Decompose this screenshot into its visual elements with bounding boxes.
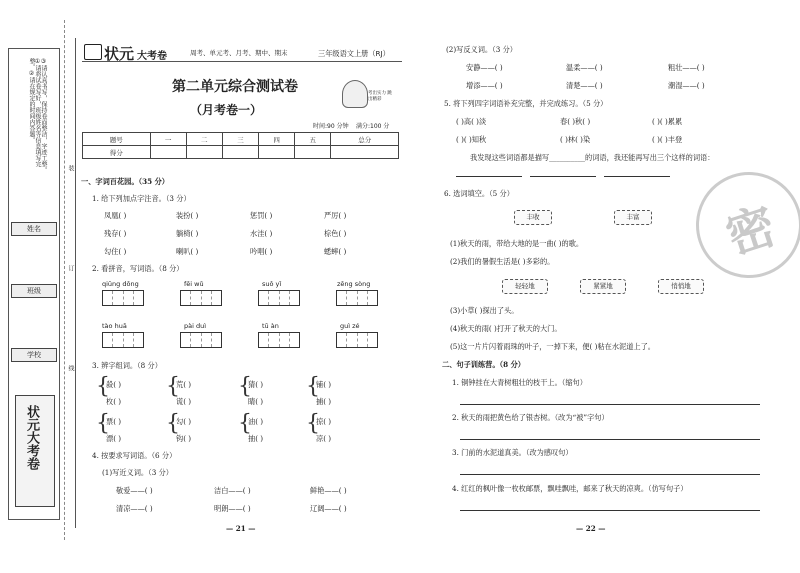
idiom-item: ( )( )知秋 <box>456 135 487 144</box>
score-head-cell: 五 <box>295 133 331 146</box>
pinyin: suǒ yǐ <box>262 280 282 288</box>
q1-word: 严厉( ) <box>324 211 347 220</box>
left-margin-line <box>75 38 76 528</box>
exam-full-score: 满分:100 分 <box>356 123 390 130</box>
score-cell[interactable] <box>259 146 295 159</box>
exam-time: 时间:90 分钟 <box>313 123 349 130</box>
choice-tag: 紧紧地 <box>580 279 626 294</box>
pinyin: guì zé <box>340 322 360 330</box>
writing-grid[interactable] <box>258 332 300 348</box>
q3-item: 荒( ) <box>176 380 192 389</box>
idiom-item: ( )高( )淡 <box>456 117 487 126</box>
q6-3: (3)小草( )探出了头。 <box>450 306 519 315</box>
score-head-cell: 三 <box>222 133 258 146</box>
synonym-item: 洁白——( ) <box>214 486 251 495</box>
antonym-item: 粗壮——( ) <box>668 63 705 72</box>
score-cell[interactable] <box>295 146 331 159</box>
q1-word: 躺椅( ) <box>176 229 199 238</box>
brand-logo-icon <box>84 44 102 60</box>
antonym-item: 清楚——( ) <box>566 81 603 90</box>
answer-line[interactable] <box>460 474 760 475</box>
q6-1: (1)秋天的雨，带给大地的是一曲( )的歌。 <box>450 239 584 248</box>
q6-2: (2)我们的暑假生活是( )多彩的。 <box>450 257 555 266</box>
q1-word: 残存( ) <box>104 229 127 238</box>
header-series: 周考、单元考、月考、期中、期末 <box>190 49 288 57</box>
side-brand: 状元大考卷 <box>24 405 39 470</box>
brace: { <box>166 374 180 399</box>
synonym-item: 辽阔——( ) <box>310 504 347 513</box>
score-cell[interactable] <box>222 146 258 159</box>
brace: { <box>238 411 252 436</box>
q3-item: 油( ) <box>248 417 264 426</box>
score-cell[interactable] <box>331 146 399 159</box>
q1-title: 1. 给下列加点字注音。（3 分） <box>92 194 191 203</box>
answer-line[interactable] <box>456 176 522 177</box>
writing-grid[interactable] <box>180 290 222 306</box>
q1-word: 喇叭( ) <box>176 247 199 256</box>
idiom-item: 春( )秋( ) <box>560 117 591 126</box>
answer-line[interactable] <box>460 404 760 405</box>
q1-word: 棕色( ) <box>324 229 347 238</box>
q1-word: 水洼( ) <box>250 229 273 238</box>
brace: { <box>306 411 320 436</box>
q3-item: 掠( ) <box>316 417 332 426</box>
q1-word: 吟唱( ) <box>250 247 273 256</box>
q3-item: 抽( ) <box>248 434 264 443</box>
writing-grid[interactable] <box>336 290 378 306</box>
pinyin: tū àn <box>262 322 279 330</box>
stamp-text: 密 <box>719 197 783 266</box>
antonym-item: 潮湿——( ) <box>668 81 705 90</box>
q3-item: 漂( ) <box>106 434 122 443</box>
choice-tag: 轻轻地 <box>502 279 548 294</box>
q1-word: 蟋蟀( ) <box>324 247 347 256</box>
page-number-left: — 21 — <box>226 524 256 533</box>
q4-1-title: (1)写近义词。（3 分） <box>102 468 173 477</box>
writing-grid[interactable] <box>258 290 300 306</box>
q6-title: 6. 选词填空。（5 分） <box>444 189 514 198</box>
antonym-item: 增添——( ) <box>466 81 503 90</box>
mascot-caption: 考出实力 跳出精彩 <box>368 91 392 102</box>
score-cell[interactable] <box>186 146 222 159</box>
pinyin: pài duì <box>184 322 207 330</box>
s1: 1. 铜钟挂在大青树粗壮的枝干上。（缩句） <box>452 378 587 387</box>
idiom-item: ( )( )丰登 <box>652 135 683 144</box>
brace: { <box>96 411 110 436</box>
q5-title: 5. 将下列四字词语补充完整，并完成练习。（5 分） <box>444 99 608 108</box>
synonym-item: 敬爱——( ) <box>116 486 153 495</box>
brace: { <box>166 411 180 436</box>
q6-4: (4)秋天的雨( )打开了秋天的大门。 <box>450 324 562 333</box>
q2-title: 2. 看拼音，写词语。（8 分） <box>92 264 184 273</box>
q1-word: 惩罚( ) <box>250 211 273 220</box>
exam-subtitle: （月考卷一） <box>190 103 263 117</box>
q3-item: 枚( ) <box>106 397 122 406</box>
side-notice: ①请将试卷写好，班级姓名等信息填写完整。②请在规定的时间内答题。 <box>28 58 41 167</box>
answer-line[interactable] <box>604 176 670 177</box>
score-table-head <box>83 133 399 146</box>
q3-item: 猜( ) <box>248 380 264 389</box>
name-label: 姓名 <box>11 222 57 236</box>
q3-title: 3. 辨字组词。（8 分） <box>92 361 162 370</box>
pinyin: qiūng dōng <box>102 280 139 288</box>
s4: 4. 红红的枫叶像一枚枚邮票，飘哇飘哇，邮来了秋天的凉爽。（仿写句子） <box>452 484 688 493</box>
score-head-cell: 一 <box>150 133 186 146</box>
brand-logo-sub: 大考卷 <box>137 51 167 62</box>
q6-5: (5)这一片片闪着雨珠的叶子，一掉下来，便( )粘在水泥道上了。 <box>450 342 655 351</box>
side-notice-2: ③请认真书写，保持卷面整洁，字迹工整。 <box>40 58 47 173</box>
antonym-item: 温柔——( ) <box>566 63 603 72</box>
answer-line[interactable] <box>460 510 760 511</box>
header-grade: 三年级语文上册（RJ） <box>318 49 390 58</box>
synonym-item: 明朗——( ) <box>214 504 251 513</box>
choice-tag: 悄悄地 <box>658 279 704 294</box>
brace: { <box>238 374 252 399</box>
q4-title: 4. 按要求写词语。（6 分） <box>92 451 177 460</box>
writing-grid[interactable] <box>180 332 222 348</box>
choice-tag: 丰富 <box>614 210 652 225</box>
q1-word: 装扮( ) <box>176 211 199 220</box>
class-label: 班级 <box>11 284 57 298</box>
score-head-cell: 二 <box>186 133 222 146</box>
synonym-item: 鲜艳——( ) <box>310 486 347 495</box>
answer-line[interactable] <box>460 439 760 440</box>
brand-logo: 状元 <box>104 45 135 63</box>
section-2-title: 二、句子训练营。（8 分） <box>442 360 525 369</box>
q4-2-title: (2)写反义词。（3 分） <box>446 45 517 54</box>
q3-item: 钩( ) <box>176 434 192 443</box>
score-row-label: 得分 <box>83 146 151 159</box>
writing-grid[interactable] <box>102 332 144 348</box>
brace: { <box>306 374 320 399</box>
score-head-cell: 四 <box>259 133 295 146</box>
q3-item: 凉( ) <box>316 434 332 443</box>
writing-grid[interactable] <box>102 290 144 306</box>
mascot-icon <box>342 80 368 108</box>
q1-word: 凤凰( ) <box>104 211 127 220</box>
q3-item: 捕( ) <box>316 397 332 406</box>
score-cell[interactable] <box>150 146 186 159</box>
q1-word: 勾住( ) <box>104 247 127 256</box>
cut-mark-3: 线 <box>67 365 74 371</box>
answer-line[interactable] <box>530 176 596 177</box>
q3-item: 铺( ) <box>316 380 332 389</box>
q3-item: 票( ) <box>106 417 122 426</box>
pinyin: zēng sòng <box>337 280 371 288</box>
antonym-item: 安静——( ) <box>466 63 503 72</box>
q5-text: 我发现这些词语都是描写__________的词语，我还能再写出三个这样的词语： <box>470 153 715 162</box>
writing-grid[interactable] <box>336 332 378 348</box>
cut-line <box>64 20 65 540</box>
confidential-stamp <box>682 158 800 292</box>
header-rule <box>82 61 402 62</box>
brace: { <box>96 374 110 399</box>
q3-item: 谎( ) <box>176 397 192 406</box>
synonym-item: 清凉——( ) <box>116 504 153 513</box>
score-head-cell: 总分 <box>331 133 399 146</box>
q3-item: 睛( ) <box>248 397 264 406</box>
score-head-cell: 题号 <box>83 133 151 146</box>
school-label: 学校 <box>11 348 57 362</box>
pinyin: tào huā <box>102 322 127 330</box>
s2: 2. 秋天的雨把黄色给了银杏树。（改为“被”字句） <box>452 413 609 422</box>
pinyin: fēi wǔ <box>184 280 204 288</box>
q3-item: 殺( ) <box>106 380 122 389</box>
s3: 3. 门前的水泥道真美。（改为感叹句） <box>452 448 573 457</box>
idiom-item: ( )林( )染 <box>560 135 591 144</box>
score-table-row <box>83 146 399 159</box>
cut-mark-2: 订 <box>67 265 74 271</box>
cut-mark-1: 装 <box>67 165 74 171</box>
idiom-item: ( )( )累累 <box>652 117 683 126</box>
score-table <box>82 132 399 159</box>
section-1-title: 一、字词百花园。（35 分） <box>81 177 169 186</box>
choice-tag: 丰收 <box>514 210 552 225</box>
q3-item: 勾( ) <box>176 417 192 426</box>
exam-title: 第二单元综合测试卷 <box>172 79 298 95</box>
page-number-right: — 22 — <box>576 524 606 533</box>
